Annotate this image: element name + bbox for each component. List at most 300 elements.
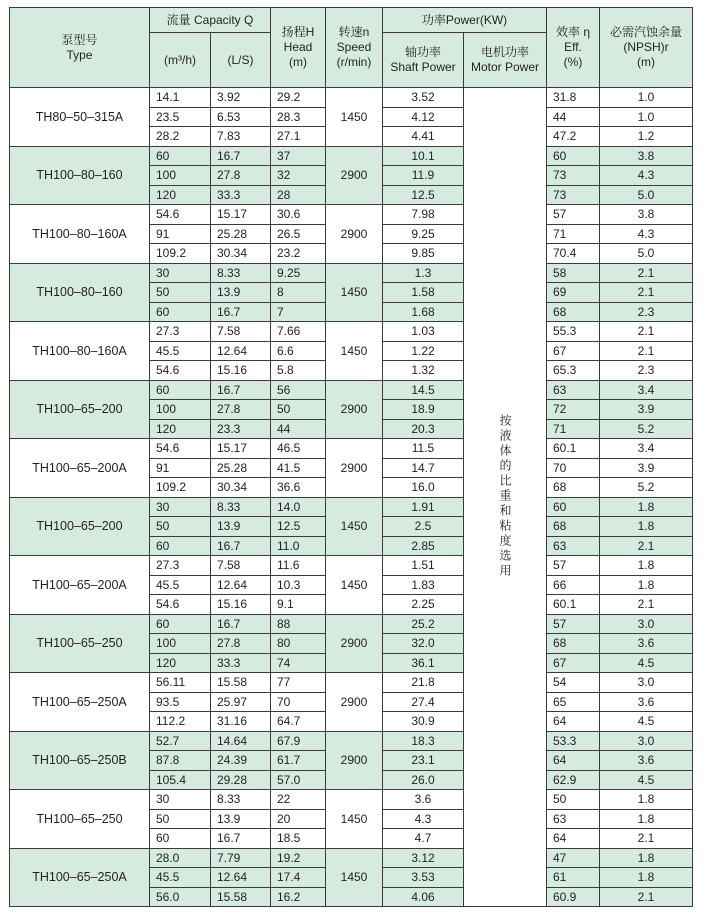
capacity-ls-cell: 13.9 [211,809,271,829]
shaft-power-cell: 3.53 [383,868,464,888]
capacity-ls-cell: 7.58 [211,556,271,576]
efficiency-cell: 70 [547,458,600,478]
npsh-cell: 1.8 [600,497,693,517]
capacity-m3h-cell: 23.5 [150,107,211,127]
capacity-ls-cell: 15.58 [211,887,271,907]
speed-cell: 2900 [326,380,383,439]
capacity-ls-cell: 25.28 [211,458,271,478]
efficiency-cell: 66 [547,575,600,595]
capacity-ls-cell: 6.53 [211,107,271,127]
npsh-cell: 2.1 [600,829,693,849]
capacity-ls-cell: 33.3 [211,185,271,205]
efficiency-cell: 69 [547,283,600,303]
capacity-m3h-cell: 28.0 [150,848,211,868]
header-npsh-cn: 必需汽蚀余量 [609,25,682,39]
efficiency-cell: 63 [547,380,600,400]
head-cell: 7.66 [271,322,326,342]
capacity-ls-cell: 27.8 [211,166,271,186]
npsh-cell: 4.5 [600,653,693,673]
shaft-power-cell: 21.8 [383,673,464,693]
capacity-ls-cell: 13.9 [211,283,271,303]
shaft-power-cell: 1.91 [383,497,464,517]
npsh-cell: 4.3 [600,224,693,244]
shaft-power-cell: 11.5 [383,439,464,459]
header-motor-cn: 电机功率 [480,45,529,59]
table-row [10,556,693,576]
table-row [10,88,693,108]
pump-type-cell: TH100–65–250 [10,790,150,849]
npsh-cell: 1.8 [600,575,693,595]
header-eff-unit: (%) [563,55,583,69]
npsh-cell: 2.3 [600,361,693,381]
head-cell: 64.7 [271,712,326,732]
capacity-m3h-cell: 56.0 [150,887,211,907]
head-cell: 22 [271,790,326,810]
capacity-ls-cell: 15.17 [211,205,271,225]
capacity-m3h-cell: 54.6 [150,205,211,225]
shaft-power-cell: 1.32 [383,361,464,381]
npsh-cell: 2.1 [600,263,693,283]
head-cell: 6.6 [271,341,326,361]
efficiency-cell: 31.8 [547,88,600,108]
capacity-m3h-cell: 30 [150,263,211,283]
capacity-m3h-cell: 45.5 [150,575,211,595]
capacity-m3h-cell: 120 [150,185,211,205]
table-row [10,146,693,166]
npsh-cell: 3.9 [600,458,693,478]
head-cell: 9.1 [271,595,326,615]
efficiency-cell: 68 [547,478,600,498]
capacity-m3h-cell: 60 [150,614,211,634]
capacity-ls-cell: 27.8 [211,400,271,420]
head-cell: 74 [271,653,326,673]
speed-cell: 2900 [326,673,383,732]
capacity-m3h-cell: 54.6 [150,361,211,381]
efficiency-cell: 50 [547,790,600,810]
efficiency-cell: 60.1 [547,595,600,615]
shaft-power-cell: 36.1 [383,653,464,673]
capacity-m3h-cell: 60 [150,829,211,849]
capacity-m3h-cell: 91 [150,458,211,478]
capacity-ls-cell: 16.7 [211,380,271,400]
shaft-power-cell: 7.98 [383,205,464,225]
header-shaft-en: Shaft Power [390,60,456,74]
capacity-m3h-cell: 30 [150,790,211,810]
head-cell: 44 [271,419,326,439]
pump-type-cell: TH100–65–200A [10,556,150,615]
capacity-ls-cell: 30.34 [211,478,271,498]
header-type-cn: 泵型号 [61,32,98,47]
head-cell: 11.6 [271,556,326,576]
efficiency-cell: 55.3 [547,322,600,342]
npsh-cell: 1.8 [600,809,693,829]
capacity-m3h-cell: 60 [150,536,211,556]
npsh-cell: 1.0 [600,107,693,127]
speed-cell: 1450 [326,88,383,147]
npsh-cell: 1.8 [600,790,693,810]
pump-type-cell: TH100–80–160A [10,205,150,264]
head-cell: 23.2 [271,244,326,264]
capacity-ls-cell: 15.16 [211,595,271,615]
npsh-cell: 3.0 [600,731,693,751]
npsh-cell: 3.4 [600,380,693,400]
header-power: 功率Power(KW) [383,8,547,33]
shaft-power-cell: 23.1 [383,751,464,771]
shaft-power-cell: 9.85 [383,244,464,264]
capacity-ls-cell: 16.7 [211,536,271,556]
efficiency-cell: 57 [547,205,600,225]
npsh-cell: 1.8 [600,517,693,537]
capacity-ls-cell: 12.64 [211,575,271,595]
shaft-power-cell: 1.03 [383,322,464,342]
npsh-cell: 2.1 [600,536,693,556]
shaft-power-cell: 4.7 [383,829,464,849]
efficiency-cell: 54 [547,673,600,693]
efficiency-cell: 72 [547,400,600,420]
shaft-power-cell: 30.9 [383,712,464,732]
head-cell: 8 [271,283,326,303]
header-type [10,8,150,88]
pump-type-cell: TH100–65–200 [10,380,150,439]
capacity-m3h-cell: 50 [150,283,211,303]
head-cell: 77 [271,673,326,693]
shaft-power-cell: 1.83 [383,575,464,595]
speed-cell: 2900 [326,205,383,264]
shaft-power-cell: 12.5 [383,185,464,205]
head-cell: 9.25 [271,263,326,283]
header-motor-power [464,33,547,88]
speed-cell: 2900 [326,439,383,498]
npsh-cell: 1.8 [600,868,693,888]
capacity-m3h-cell: 52.7 [150,731,211,751]
capacity-m3h-cell: 60 [150,302,211,322]
head-cell: 10.3 [271,575,326,595]
capacity-ls-cell: 16.7 [211,829,271,849]
npsh-cell: 1.2 [600,127,693,147]
shaft-power-cell: 32.0 [383,634,464,654]
efficiency-cell: 73 [547,185,600,205]
npsh-cell: 1.8 [600,556,693,576]
head-cell: 36.6 [271,478,326,498]
npsh-cell: 5.0 [600,185,693,205]
table-row [10,790,693,810]
efficiency-cell: 68 [547,302,600,322]
table-row [10,497,693,517]
efficiency-cell: 57 [547,556,600,576]
motor-power-note-cell [464,88,547,907]
capacity-ls-cell: 12.64 [211,341,271,361]
npsh-cell: 2.1 [600,341,693,361]
head-cell: 32 [271,166,326,186]
npsh-cell: 3.8 [600,146,693,166]
capacity-ls-cell: 29.28 [211,770,271,790]
capacity-m3h-cell: 56.11 [150,673,211,693]
shaft-power-cell: 1.58 [383,283,464,303]
capacity-m3h-cell: 112.2 [150,712,211,732]
header-npsh [600,8,693,88]
npsh-cell: 3.6 [600,751,693,771]
capacity-ls-cell: 31.16 [211,712,271,732]
capacity-ls-cell: 25.97 [211,692,271,712]
capacity-m3h-cell: 50 [150,517,211,537]
efficiency-cell: 68 [547,517,600,537]
capacity-ls-cell: 16.7 [211,302,271,322]
pump-type-cell: TH100–65–250A [10,848,150,907]
head-cell: 11.0 [271,536,326,556]
npsh-cell: 5.2 [600,478,693,498]
efficiency-cell: 44 [547,107,600,127]
npsh-cell: 4.5 [600,712,693,732]
efficiency-cell: 60.1 [547,439,600,459]
capacity-ls-cell: 24.39 [211,751,271,771]
efficiency-cell: 70.4 [547,244,600,264]
efficiency-cell: 71 [547,419,600,439]
efficiency-cell: 64 [547,712,600,732]
shaft-power-cell: 3.6 [383,790,464,810]
head-cell: 37 [271,146,326,166]
header-type-en: Type [66,47,93,62]
pump-type-cell: TH100–80–160A [10,322,150,381]
speed-cell: 1450 [326,322,383,381]
shaft-power-cell: 3.12 [383,848,464,868]
capacity-ls-cell: 7.83 [211,127,271,147]
header-head-cn: 扬程H [281,25,315,39]
capacity-m3h-cell: 14.1 [150,88,211,108]
head-cell: 18.5 [271,829,326,849]
head-cell: 30.6 [271,205,326,225]
capacity-ls-cell: 23.3 [211,419,271,439]
head-cell: 28.3 [271,107,326,127]
capacity-ls-cell: 25.28 [211,224,271,244]
capacity-m3h-cell: 60 [150,146,211,166]
shaft-power-cell: 20.3 [383,419,464,439]
capacity-ls-cell: 7.58 [211,322,271,342]
head-cell: 46.5 [271,439,326,459]
head-cell: 80 [271,634,326,654]
capacity-ls-cell: 33.3 [211,653,271,673]
shaft-power-cell: 3.52 [383,88,464,108]
pump-type-cell: TH100–65–250 [10,614,150,673]
efficiency-cell: 63 [547,536,600,556]
table-row [10,322,693,342]
table-row [10,731,693,751]
capacity-ls-cell: 8.33 [211,790,271,810]
speed-cell: 1450 [326,790,383,849]
capacity-ls-cell: 7.79 [211,848,271,868]
efficiency-cell: 53.3 [547,731,600,751]
capacity-m3h-cell: 45.5 [150,341,211,361]
npsh-cell: 2.1 [600,595,693,615]
table-row [10,848,693,868]
efficiency-cell: 67 [547,341,600,361]
pump-type-cell: TH100–80–160 [10,263,150,322]
capacity-ls-cell: 15.58 [211,673,271,693]
capacity-m3h-cell: 50 [150,809,211,829]
capacity-m3h-cell: 100 [150,166,211,186]
header-eff [547,8,600,88]
speed-cell: 2900 [326,731,383,790]
capacity-m3h-cell: 100 [150,634,211,654]
pump-type-cell: TH100–65–250A [10,673,150,732]
shaft-power-cell: 2.5 [383,517,464,537]
npsh-cell: 2.1 [600,887,693,907]
efficiency-cell: 47 [547,848,600,868]
efficiency-cell: 58 [547,263,600,283]
efficiency-cell: 64 [547,751,600,771]
table-row [10,205,693,225]
shaft-power-cell: 2.25 [383,595,464,615]
efficiency-cell: 60 [547,146,600,166]
table-row [10,673,693,693]
capacity-m3h-cell: 120 [150,419,211,439]
head-cell: 57.0 [271,770,326,790]
shaft-power-cell: 1.22 [383,341,464,361]
capacity-ls-cell: 15.17 [211,439,271,459]
header-npsh-en: (NPSH)r [623,40,669,54]
shaft-power-cell: 4.41 [383,127,464,147]
speed-cell: 2900 [326,146,383,205]
capacity-ls-cell: 13.9 [211,517,271,537]
head-cell: 7 [271,302,326,322]
capacity-m3h-cell: 30 [150,497,211,517]
capacity-m3h-cell: 54.6 [150,439,211,459]
table-row [10,263,693,283]
header-head-en: Head [283,40,313,54]
header-m3h: (m³/h) [150,33,211,88]
capacity-ls-cell: 16.7 [211,614,271,634]
head-cell: 20 [271,809,326,829]
shaft-power-cell: 11.9 [383,166,464,186]
efficiency-cell: 64 [547,829,600,849]
header-speed [326,8,383,88]
npsh-cell: 2.1 [600,322,693,342]
npsh-cell: 2.1 [600,283,693,303]
shaft-power-cell: 4.12 [383,107,464,127]
header-speed-unit: (r/min) [336,55,372,69]
npsh-cell: 3.0 [600,673,693,693]
head-cell: 70 [271,692,326,712]
npsh-cell: 3.6 [600,634,693,654]
capacity-m3h-cell: 120 [150,653,211,673]
npsh-cell: 3.9 [600,400,693,420]
header-eff-cn: 效率 η [555,25,590,39]
head-cell: 17.4 [271,868,326,888]
npsh-cell: 4.5 [600,770,693,790]
table-row [10,439,693,459]
npsh-cell: 1.8 [600,848,693,868]
header-eff-en: Eff. [564,40,582,54]
pump-spec-sheet [9,7,693,907]
pump-type-cell: TH100–65–250B [10,731,150,790]
header-motor-en: Motor Power [470,60,540,74]
head-cell: 56 [271,380,326,400]
efficiency-cell: 57 [547,614,600,634]
shaft-power-cell: 27.4 [383,692,464,712]
efficiency-cell: 60 [547,497,600,517]
head-cell: 27.1 [271,127,326,147]
head-cell: 41.5 [271,458,326,478]
efficiency-cell: 67 [547,653,600,673]
shaft-power-cell: 14.5 [383,380,464,400]
shaft-power-cell: 18.9 [383,400,464,420]
speed-cell: 1450 [326,556,383,615]
table-row [10,380,693,400]
capacity-m3h-cell: 109.2 [150,244,211,264]
head-cell: 88 [271,614,326,634]
pump-performance-table [9,7,693,907]
shaft-power-cell: 10.1 [383,146,464,166]
capacity-m3h-cell: 28.2 [150,127,211,147]
capacity-m3h-cell: 27.3 [150,556,211,576]
efficiency-cell: 65 [547,692,600,712]
efficiency-cell: 61 [547,868,600,888]
capacity-m3h-cell: 109.2 [150,478,211,498]
shaft-power-cell: 18.3 [383,731,464,751]
head-cell: 67.9 [271,731,326,751]
shaft-power-cell: 4.06 [383,887,464,907]
head-cell: 5.8 [271,361,326,381]
npsh-cell: 5.0 [600,244,693,264]
efficiency-cell: 47.2 [547,127,600,147]
shaft-power-cell: 25.2 [383,614,464,634]
efficiency-cell: 60.9 [547,887,600,907]
header-ls: (L/S) [211,33,271,88]
capacity-ls-cell: 15.16 [211,361,271,381]
shaft-power-cell: 14.7 [383,458,464,478]
pump-type-cell: TH80–50–315A [10,88,150,147]
capacity-m3h-cell: 27.3 [150,322,211,342]
efficiency-cell: 65.3 [547,361,600,381]
capacity-ls-cell: 12.64 [211,868,271,888]
capacity-m3h-cell: 93.5 [150,692,211,712]
capacity-ls-cell: 8.33 [211,263,271,283]
pump-type-cell: TH100–80–160 [10,146,150,205]
header-npsh-unit: (m) [637,55,655,69]
npsh-cell: 1.0 [600,88,693,108]
npsh-cell: 3.6 [600,692,693,712]
shaft-power-cell: 26.0 [383,770,464,790]
header-head [271,8,326,88]
capacity-m3h-cell: 60 [150,380,211,400]
npsh-cell: 5.2 [600,419,693,439]
pump-type-cell: TH100–65–200A [10,439,150,498]
head-cell: 14.0 [271,497,326,517]
capacity-ls-cell: 14.64 [211,731,271,751]
capacity-ls-cell: 8.33 [211,497,271,517]
shaft-power-cell: 1.68 [383,302,464,322]
motor-power-note: 按液体的比重和粘度选用 [498,413,512,579]
header-speed-cn: 转速n [338,25,370,39]
header-shaft-cn: 轴功率 [404,45,441,59]
speed-cell: 1450 [326,263,383,322]
capacity-m3h-cell: 87.8 [150,751,211,771]
header-shaft-power [383,33,464,88]
head-cell: 61.7 [271,751,326,771]
pump-type-cell: TH100–65–200 [10,497,150,556]
capacity-ls-cell: 30.34 [211,244,271,264]
shaft-power-cell: 1.3 [383,263,464,283]
shaft-power-cell: 4.3 [383,809,464,829]
efficiency-cell: 73 [547,166,600,186]
head-cell: 26.5 [271,224,326,244]
head-cell: 12.5 [271,517,326,537]
efficiency-cell: 62.9 [547,770,600,790]
npsh-cell: 3.0 [600,614,693,634]
capacity-m3h-cell: 54.6 [150,595,211,615]
header-speed-en: Speed [336,40,372,54]
capacity-ls-cell: 3.92 [211,88,271,108]
capacity-ls-cell: 27.8 [211,634,271,654]
